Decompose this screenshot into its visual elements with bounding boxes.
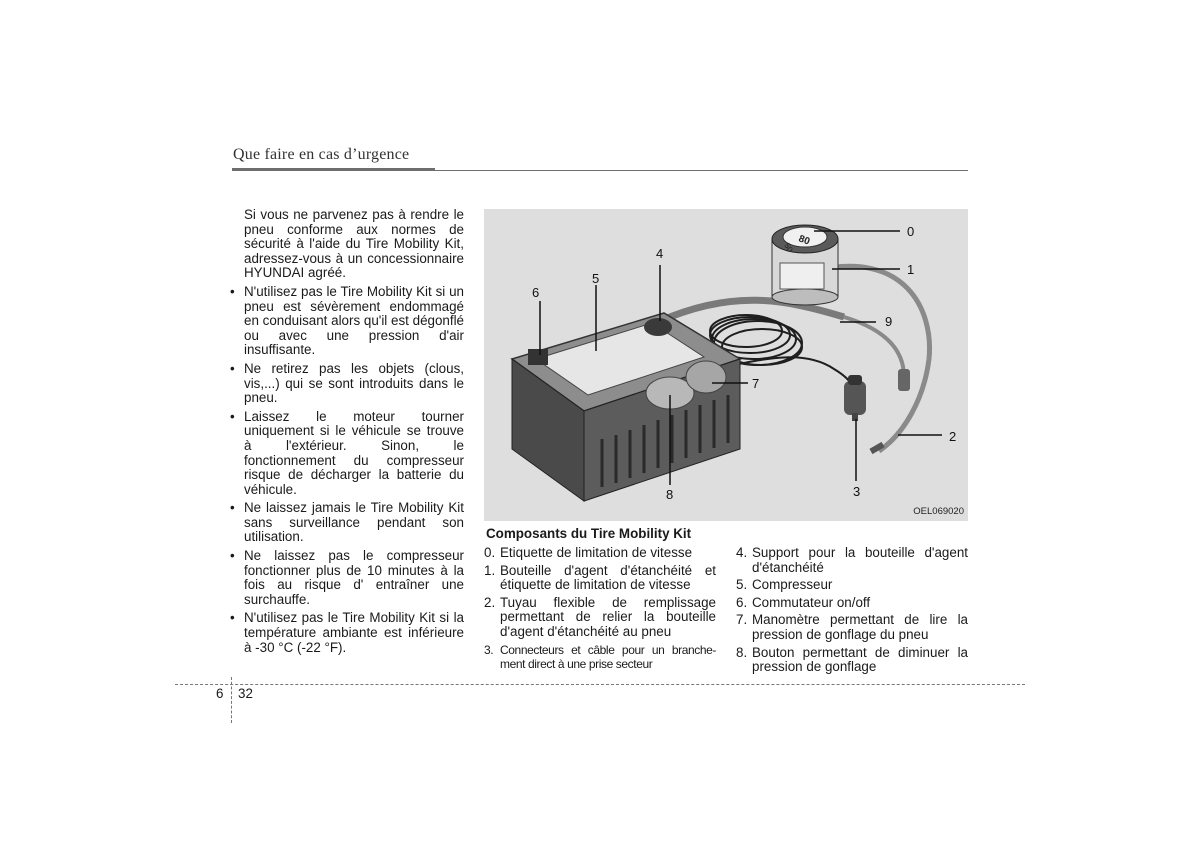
callout-6: 6 xyxy=(532,285,540,300)
component-text: Bouton permettant de diminuer la pression de gonflage xyxy=(752,644,968,675)
callout-9: 9 xyxy=(885,314,893,329)
component-item xyxy=(736,613,968,642)
hose-valve xyxy=(898,369,910,391)
sealant-bottle xyxy=(772,225,838,305)
components-list-left xyxy=(484,546,716,675)
list-item xyxy=(230,610,464,655)
component-item xyxy=(484,643,716,672)
bullet-marker: • xyxy=(230,500,235,516)
callout-4: 4 xyxy=(656,246,664,261)
gauge-label-50: 50 xyxy=(782,241,795,254)
callout-7: 7 xyxy=(752,376,760,391)
component-number: 3. xyxy=(484,642,494,657)
section-title: Que faire en cas d’urgence xyxy=(233,146,410,163)
list-item-text: N'utilisez pas le Tire Mobility Kit si la température ambiante est inférieure à -30 °C (-22 °F). xyxy=(244,610,464,655)
component-number: 4. xyxy=(736,545,748,560)
list-item-text: N'utilisez pas le Tire Mobility Kit si un pneu est sévèrement endommagé en conduisant alors qu'il est dégonflé ou avec une pression d'air insuffisante. xyxy=(244,283,464,358)
component-text: Bouteille d'agent d'étanchéité et étiquette de limitation de vitesse xyxy=(500,562,716,593)
on-off-switch xyxy=(528,349,548,365)
bullet-marker: • xyxy=(230,408,235,424)
callout-2: 2 xyxy=(949,429,957,444)
component-number: 1. xyxy=(484,562,496,578)
compressor xyxy=(512,313,740,501)
component-number: 7. xyxy=(736,612,748,628)
list-item xyxy=(230,408,464,498)
page-number: 32 xyxy=(238,686,253,701)
component-number: 5. xyxy=(736,577,748,593)
component-text: Commutateur on/off xyxy=(752,594,871,610)
list-item-text: Ne laissez jamais le Tire Mobility Kit sans surveillance pendant son utilisation. xyxy=(244,500,464,545)
component-number: 8. xyxy=(736,644,748,660)
callout-3: 3 xyxy=(853,484,861,499)
list-item xyxy=(230,283,464,358)
component-text: Compresseur xyxy=(752,577,833,593)
callout-5: 5 xyxy=(592,271,600,286)
left-column xyxy=(230,207,464,659)
kit-illustration xyxy=(484,209,968,521)
component-text: Etiquette de limitation de vitesse xyxy=(500,545,693,560)
figure-code: OEL069020 xyxy=(913,506,964,517)
list-item-text: Laissez le moteur tourner uniquement si le véhicule se trouve à l'extérieur. Sinon, le fonctionnement du compresseur risque de décharger la batterie du véhicule. xyxy=(244,408,464,497)
bullet-marker: • xyxy=(230,283,235,299)
list-item-text: Ne retirez pas les objets (clous, vis,...) qui se sont introduits dans le pneu. xyxy=(244,360,464,406)
bottle-label xyxy=(780,263,824,289)
component-number: 0. xyxy=(484,545,496,560)
components-title: Composants du Tire Mobility Kit xyxy=(486,526,692,541)
bullet-marker: • xyxy=(230,548,235,564)
power-plug xyxy=(844,375,866,421)
component-item xyxy=(736,646,968,675)
component-item xyxy=(736,578,968,593)
component-text: Manomètre permettant de lire la pression de gonflage du pneu xyxy=(752,612,968,642)
gauge-label-80: 80 xyxy=(796,233,812,248)
chapter-number: 6 xyxy=(216,686,224,701)
tire-mobility-kit-figure xyxy=(484,209,968,521)
component-number: 6. xyxy=(736,594,748,610)
footer-divider xyxy=(175,684,1025,685)
component-text: Tuyau flexible de remplissage permettant de relier la bouteille d'agent d'étanchéité au pneu xyxy=(500,594,716,639)
list-item-text: Ne laissez pas le compresseur fonctionner plus de 10 minutes à la fois au risque d' entraîner une surchauffe. xyxy=(244,548,464,607)
warning-list xyxy=(230,283,464,655)
header-rule-thick xyxy=(232,168,435,171)
list-item xyxy=(230,360,464,406)
callout-8: 8 xyxy=(666,487,674,502)
hose-nozzle xyxy=(869,442,884,454)
header-rule-thin xyxy=(435,170,968,171)
callout-1: 1 xyxy=(907,262,915,277)
component-text: Support pour la bouteille d'agent d'étanchéité xyxy=(752,545,968,575)
list-item xyxy=(230,548,464,607)
component-number: 2. xyxy=(484,594,496,610)
intro-paragraph: Si vous ne parvenez pas à rendre le pneu conforme aux normes de sécurité à l'aide du Tire Mobility Kit, adressez-vous à un concessionnaire HYUNDAI agréé. xyxy=(244,207,464,281)
pressure-gauge xyxy=(686,361,726,393)
callout-0: 0 xyxy=(907,224,915,239)
bullet-marker: • xyxy=(230,360,235,376)
component-item xyxy=(484,546,716,561)
component-item xyxy=(736,546,968,575)
list-item xyxy=(230,500,464,545)
component-item xyxy=(484,564,716,593)
bullet-marker: • xyxy=(230,610,235,626)
bottle-holder xyxy=(644,318,672,336)
components-list-right xyxy=(736,546,968,678)
component-item xyxy=(736,596,968,611)
hose-right xyxy=(844,317,904,377)
component-item xyxy=(484,596,716,640)
footer-page-divider xyxy=(231,677,232,723)
component-text: Connecteurs et câble pour un branche-ment direct à une prise secteur xyxy=(500,642,716,672)
